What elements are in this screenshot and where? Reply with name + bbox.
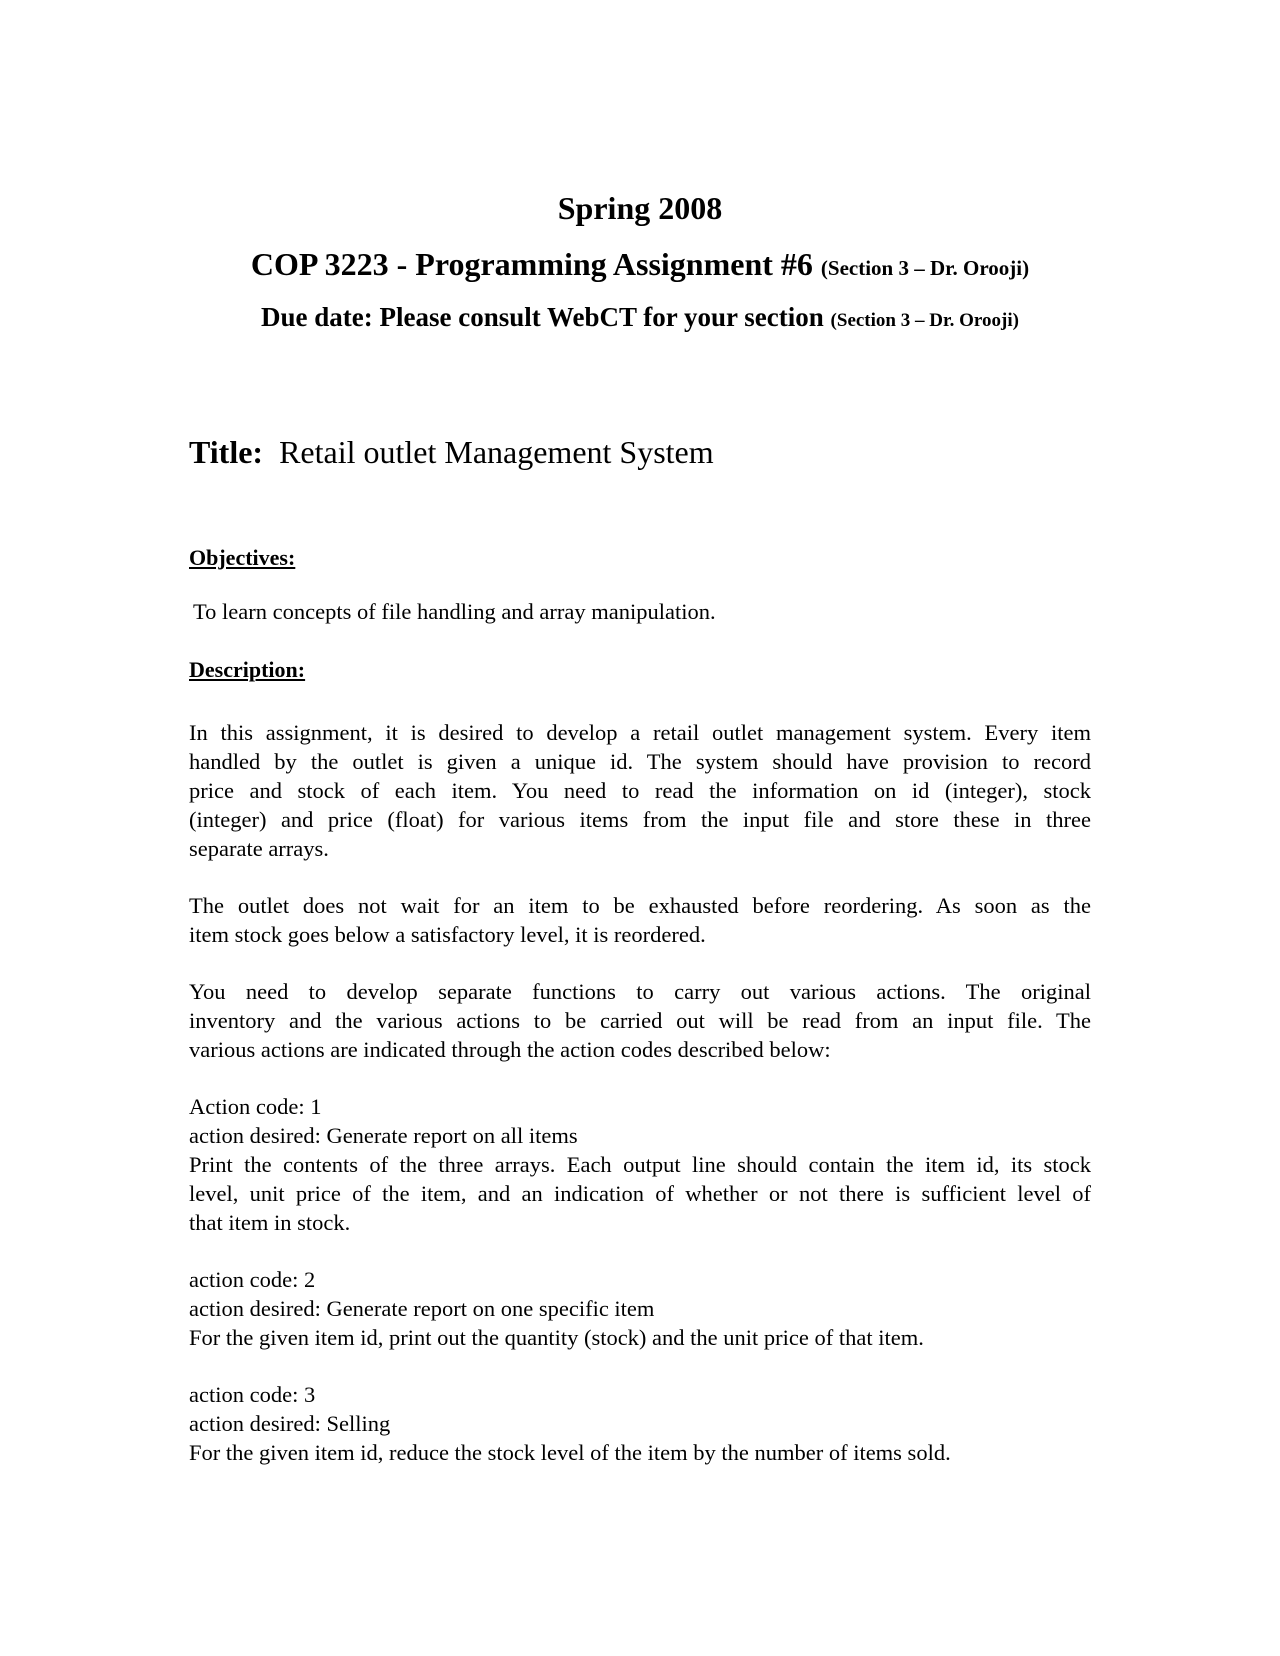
text-line: price and stock of each item. You need to read the information on id (integer), stock (189, 778, 1091, 803)
due-date-text: Due date: Please consult WebCT for your section (261, 302, 824, 332)
objectives-text: To learn concepts of file handling and array manipulation. (193, 599, 716, 624)
action-1-details (189, 1150, 1091, 1237)
text-line: The outlet does not wait for an item to be exhausted before reordering. As soon as the (189, 893, 1091, 918)
text-line: Print the contents of the three arrays. Each output line should contain the item id, its stock (189, 1152, 1091, 1177)
description-paragraph-1 (189, 718, 1091, 863)
title-value: Retail outlet Management System (279, 434, 714, 470)
description-heading: Description: (189, 657, 306, 682)
text-line: (integer) and price (float) for various items from the input file and store these in three (189, 807, 1091, 832)
assignment-title (189, 432, 714, 472)
text-line: that item in stock. (189, 1210, 351, 1235)
text-line: item stock goes below a satisfactory level, it is reordered. (189, 922, 706, 947)
description-paragraph-2 (189, 891, 1091, 949)
text-line: level, unit price of the item, and an indication of whether or not there is sufficient level of (189, 1181, 1091, 1206)
term-text: Spring 2008 (557, 190, 723, 226)
text-line: separate arrays. (189, 836, 329, 861)
text-line: various actions are indicated through the action codes described below: (189, 1037, 831, 1062)
text-line: You need to develop separate functions to carry out various actions. The original (189, 979, 1091, 1004)
text-line: In this assignment, it is desired to develop a retail outlet management system. Every item (189, 720, 1091, 745)
term-heading (0, 188, 1280, 228)
title-label: Title: (189, 434, 264, 470)
action-2-desired: action desired: Generate report on one specific item (189, 1296, 655, 1321)
course-title: COP 3223 - Programming Assignment #6 (250, 246, 813, 282)
text-line: inventory and the various actions to be carried out will be read from an input file. The (189, 1008, 1091, 1033)
action-3-desired: action desired: Selling (189, 1411, 391, 1436)
objectives-heading: Objectives: (189, 545, 296, 570)
due-section: (Section 3 – Dr. Orooji) (830, 310, 1019, 331)
action-1-desired: action desired: Generate report on all items (189, 1123, 578, 1148)
action-2-details: For the given item id, print out the quantity (stock) and the unit price of that item. (189, 1325, 924, 1350)
due-date-heading (0, 300, 1280, 338)
action-3-details: For the given item id, reduce the stock level of the item by the number of items sold. (189, 1440, 951, 1465)
course-heading (0, 244, 1280, 288)
description-paragraph-3 (189, 977, 1091, 1064)
action-3-code: action code: 3 (189, 1382, 316, 1407)
action-2-code: action code: 2 (189, 1267, 316, 1292)
course-section: (Section 3 – Dr. Orooji) (820, 256, 1030, 280)
text-line: handled by the outlet is given a unique id. The system should have provision to record (189, 749, 1091, 774)
action-1-code: Action code: 1 (189, 1094, 322, 1119)
